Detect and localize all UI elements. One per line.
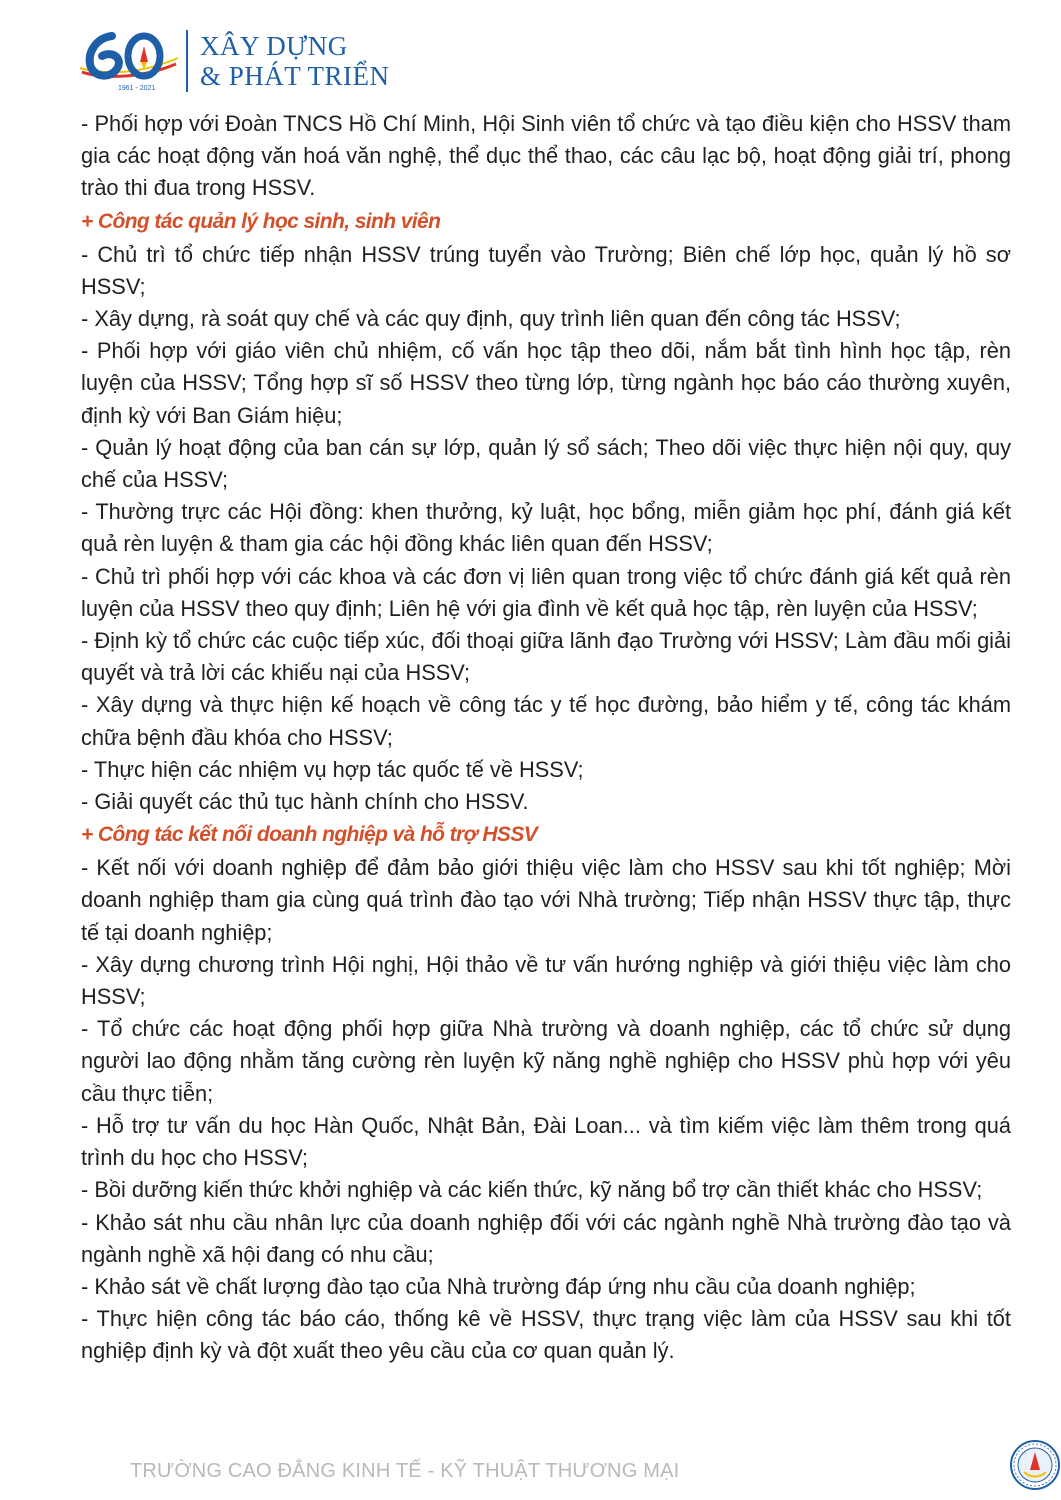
list-item: - Khảo sát về chất lượng đào tạo của Nhà trường đáp ứng nhu cầu của doanh nghiệp;: [81, 1273, 916, 1299]
school-seal: [1010, 1440, 1060, 1490]
list-item: - Tổ chức các hoạt động phối hợp giữa Nhà trường và doanh nghiệp, các tổ chức sử dụng người lao động nhằm tăng cường rèn luyện kỹ năng nghề nghiệp cho HSSV phù hợp với yêu cầu thực tiễn;: [81, 1016, 1011, 1106]
list-item: - Giải quyết các thủ tục hành chính cho HSSV.: [81, 789, 529, 815]
list-item: - Định kỳ tổ chức các cuộc tiếp xúc, đối thoại giữa lãnh đạo Trường với HSSV; Làm đầu mối giải quyết và trả lời các khiếu nại của HSSV;: [81, 628, 1011, 686]
section-heading-business-connection: + Công tác kết nối doanh nghiệp và hỗ trợ HSSV: [81, 823, 538, 847]
list-item: - Quản lý hoạt động của ban cán sự lớp, quản lý sổ sách; Theo dõi việc thực hiện nội quy, quy chế của HSSV;: [81, 434, 1011, 493]
anniversary-60-icon: [78, 28, 180, 94]
list-item: - Khảo sát nhu cầu nhân lực của doanh nghiệp đối với các ngành nghề Nhà trường đào tạo và ngành nghề xã hội đang có nhu cầu;: [81, 1209, 1011, 1267]
header-divider: [186, 30, 188, 92]
header-title-line2: & PHÁT TRIỂN: [200, 61, 390, 91]
list-item: - Phối hợp với giáo viên chủ nhiệm, cố vấn học tập theo dõi, nắm bắt tình hình học tập, rèn luyện của HSSV; Tổng hợp sĩ số HSSV theo từng lớp, từng ngành học báo cáo thường xuyên, định kỳ với Ban Giám hiệu;: [81, 338, 1011, 428]
header-title-line1: XÂY DỰNG: [200, 31, 348, 61]
footer-school-name: TRƯỜNG CAO ĐẲNG KINH TẾ - KỸ THUẬT THƯƠNG MẠI: [130, 1460, 680, 1482]
list-item: - Thường trực các Hội đồng: khen thưởng, kỷ luật, học bổng, miễn giảm học phí, đánh giá kết quả rèn luyện & tham gia các hội đồng khác liên quan đến HSSV;: [81, 499, 1011, 557]
list-item: - Xây dựng chương trình Hội nghị, Hội thảo về tư vấn hướng nghiệp và giới thiệu việc làm cho HSSV;: [81, 951, 1011, 1010]
page-header: [78, 26, 390, 96]
list-item: - Xây dựng và thực hiện kế hoạch về công tác y tế học đường, bảo hiểm y tế, công tác khám chữa bệnh đầu khóa cho HSSV;: [81, 692, 1011, 750]
anniversary-logo: [78, 28, 180, 94]
list-item: - Kết nối với doanh nghiệp để đảm bảo giới thiệu việc làm cho HSSV sau khi tốt nghiệp; Mời doanh nghiệp tham gia cùng quá trình đào tạo với Nhà trường; Tiếp nhận HSSV thực tập, thực tế tại doanh nghiệp;: [81, 855, 1011, 945]
list-item: - Chủ trì phối hợp với các khoa và các đơn vị liên quan trong việc tổ chức đánh giá kết quả rèn luyện của HSSV theo quy định; Liên hệ với gia đình về kết quả học tập, rèn luyện của HSSV;: [81, 563, 1011, 621]
intro-paragraph: - Phối hợp với Đoàn TNCS Hồ Chí Minh, Hội Sinh viên tổ chức và tạo điều kiện cho HSSV tham gia các hoạt động văn hoá văn nghệ, thể dục thể thao, các câu lạc bộ, hoạt động giải trí, phong trào thi đua trong HSSV.: [81, 111, 1011, 201]
header-title: [200, 31, 390, 91]
svg-text:1961 - 2021: 1961 - 2021: [118, 85, 156, 92]
list-item: - Hỗ trợ tư vấn du học Hàn Quốc, Nhật Bản, Đài Loan... và tìm kiếm việc làm thêm trong quá trình du học cho HSSV;: [81, 1112, 1011, 1171]
list-item: - Thực hiện các nhiệm vụ hợp tác quốc tế về HSSV;: [81, 756, 584, 782]
list-item: - Xây dựng, rà soát quy chế và các quy định, quy trình liên quan đến công tác HSSV;: [81, 306, 901, 332]
list-item: - Bồi dưỡng kiến thức khởi nghiệp và các kiến thức, kỹ năng bổ trợ cần thiết khác cho HSSV;: [81, 1177, 983, 1203]
list-item: - Thực hiện công tác báo cáo, thống kê về HSSV, thực trạng việc làm của HSSV sau khi tốt nghiệp định kỳ và đột xuất theo yêu cầu của cơ quan quản lý.: [81, 1306, 1011, 1364]
section-heading-student-management: + Công tác quản lý học sinh, sinh viên: [81, 209, 441, 233]
list-item: - Chủ trì tổ chức tiếp nhận HSSV trúng tuyển vào Trường; Biên chế lớp học, quản lý hồ sơ HSSV;: [81, 241, 1011, 299]
document-body: [81, 108, 1011, 1368]
school-seal-icon: [1010, 1440, 1060, 1490]
